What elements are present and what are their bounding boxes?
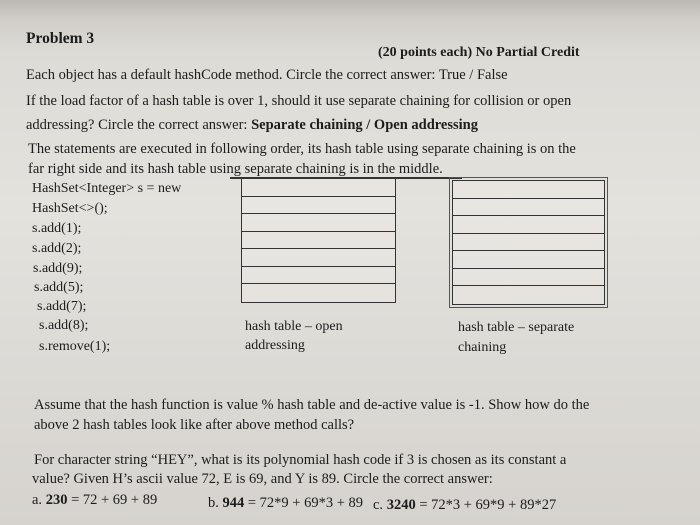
table-slot: [242, 249, 395, 267]
table-slot: [242, 214, 395, 232]
answer-options-chaining: Separate chaining / Open addressing: [251, 117, 479, 133]
hash-table-open-addressing: [241, 178, 396, 303]
code-line: s.add(9);: [33, 261, 83, 276]
answer-option-b: [208, 494, 363, 513]
code-line: s.add(1);: [32, 221, 82, 236]
question-load-factor-line2: [26, 116, 478, 135]
option-b-letter: b.: [208, 495, 223, 511]
code-line: HashSet<>();: [32, 201, 108, 216]
code-line: s.add(7);: [37, 299, 87, 314]
answer-option-a: [32, 491, 157, 510]
table-slot: [453, 216, 604, 234]
paper-top-edge: [0, 0, 700, 22]
table-slot: [453, 181, 604, 199]
table-slot: [242, 179, 395, 197]
char-question-line2: value? Given H’s ascii value 72, E is 69, and Y is 89. Circle the correct answer:: [32, 471, 493, 487]
assume-line1: Assume that the hash function is value % hash table and de-active value is -1. Show how do the: [34, 397, 590, 413]
table-slot: [242, 267, 395, 285]
question-load-factor-prefix: addressing? Circle the correct answer:: [26, 117, 252, 133]
code-line: HashSet<Integer> s = new: [32, 181, 182, 196]
code-line: s.add(8);: [39, 318, 89, 333]
option-a-expression: = 72 + 69 + 89: [67, 492, 158, 508]
question-load-factor-line1: If the load factor of a hash table is over 1, should it use separate chaining for collision or open: [26, 93, 572, 109]
separate-table-label-line2: chaining: [458, 340, 507, 355]
answer-option-c: [373, 496, 556, 515]
question-statements-line1: The statements are executed in following order, its hash table using separate chaining is on the: [28, 141, 576, 157]
code-line: s.add(2);: [32, 241, 82, 256]
option-a-letter: a.: [32, 492, 46, 508]
table-slot: [453, 199, 604, 217]
table-slot: [453, 269, 604, 287]
question-statements-line2: far right side and its hash table using separate chaining is in the middle.: [28, 161, 443, 177]
table-slot: [242, 197, 395, 215]
option-a-value: 230: [45, 492, 68, 508]
code-line: s.remove(1);: [39, 339, 111, 354]
option-c-value: 3240: [386, 497, 416, 513]
char-question-line1: For character string “HEY”, what is its polynomial hash code if 3 is chosen as its constant a: [34, 452, 567, 468]
option-c-expression: = 72*3 + 69*9 + 89*27: [415, 497, 557, 513]
hash-table-separate-chaining: [452, 180, 605, 305]
table-slot: [453, 286, 604, 304]
separate-table-label-line1: hash table – separate: [458, 320, 575, 335]
table-slot: [242, 232, 395, 250]
code-line: s.add(5);: [34, 280, 84, 295]
table-slot: [453, 234, 604, 252]
assume-line2: above 2 hash tables look like after above method calls?: [34, 417, 355, 433]
problem-title: Problem 3: [26, 30, 95, 47]
open-table-label-line1: hash table – open: [245, 319, 343, 334]
option-b-expression: = 72*9 + 69*3 + 89: [244, 495, 364, 511]
question-hashcode: Each object has a default hashCode method. Circle the correct answer: True / False: [26, 67, 508, 83]
table-slot: [242, 284, 395, 302]
option-c-letter: c.: [373, 497, 387, 513]
points-note: (20 points each) No Partial Credit: [378, 45, 580, 60]
table-slot: [453, 251, 604, 269]
open-table-label-line2: addressing: [245, 338, 305, 353]
option-b-value: 944: [222, 495, 245, 511]
